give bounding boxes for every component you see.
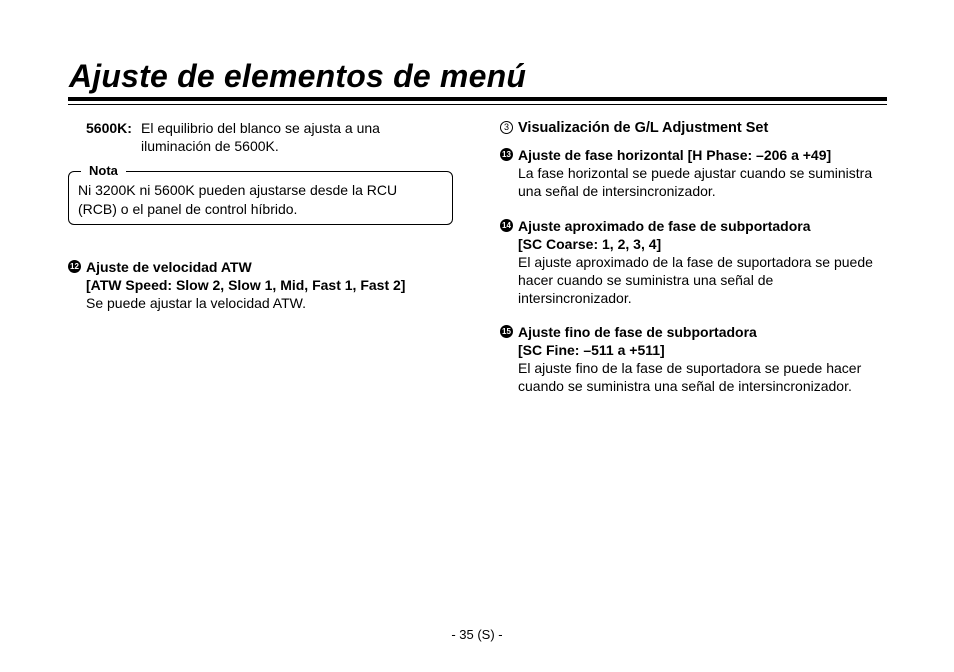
- item-15-line1: El ajuste fino de la fase de suportadora se puede hacer: [518, 360, 862, 376]
- item-13: [500, 146, 900, 200]
- nota-line1: Ni 3200K ni 5600K pueden ajustarse desde la RCU: [78, 182, 398, 198]
- item-13-heading: Ajuste de fase horizontal [H Phase: –206 a +49]: [518, 147, 832, 163]
- item-14-heading: Ajuste aproximado de fase de subportadora: [518, 218, 811, 234]
- item-14: [500, 217, 900, 307]
- item-14-number-icon: 14: [500, 219, 513, 232]
- item-15: [500, 323, 900, 395]
- item-12-heading: Ajuste de velocidad ATW: [86, 259, 252, 275]
- title-rule-thick: [68, 97, 887, 101]
- nota-box: [68, 163, 453, 225]
- item-14-line1: El ajuste aproximado de la fase de suportadora se puede: [518, 254, 873, 270]
- nota-label: Nota: [81, 162, 126, 180]
- item-14-line3: intersincronizador.: [518, 290, 632, 306]
- item-12: [68, 258, 468, 312]
- item-15-line2: cuando se suministra una señal de intersincronizador.: [518, 378, 852, 394]
- item-13-line2: una señal de intersincronizador.: [518, 183, 716, 199]
- k5600-key: 5600K:: [86, 120, 132, 136]
- item-15-number-icon: 15: [500, 325, 513, 338]
- section-title: Visualización de G/L Adjustment Set: [518, 120, 769, 136]
- item-13-number-icon: 13: [500, 148, 513, 161]
- item-15-options: [SC Fine: –511 a +511]: [518, 342, 665, 358]
- k5600-description: [141, 119, 466, 155]
- item-13-line1: La fase horizontal se puede ajustar cuando se suministra: [518, 165, 873, 181]
- nota-text: [78, 181, 448, 219]
- item-12-text: Se puede ajustar la velocidad ATW.: [86, 295, 306, 311]
- item-14-line2: hacer cuando se suministra una señal de: [518, 272, 774, 288]
- title-rule-thin: [68, 104, 887, 105]
- item-12-number-icon: 12: [68, 260, 81, 273]
- k5600-line2: iluminación de 5600K.: [141, 138, 279, 154]
- item-14-options: [SC Coarse: 1, 2, 3, 4]: [518, 236, 662, 252]
- section-gl-adjustment: [500, 119, 900, 137]
- k5600-line1: El equilibrio del blanco se ajusta a una: [141, 120, 380, 136]
- page-title: Ajuste de elementos de menú: [69, 58, 527, 94]
- section-number-icon: 3: [500, 121, 513, 134]
- page-number: - 35 (S) -: [451, 627, 503, 642]
- nota-line2: (RCB) o el panel de control híbrido.: [78, 201, 298, 217]
- item-15-heading: Ajuste fino de fase de subportadora: [518, 324, 757, 340]
- k5600-entry: [86, 119, 466, 155]
- item-12-options: [ATW Speed: Slow 2, Slow 1, Mid, Fast 1, Fast 2]: [86, 277, 406, 293]
